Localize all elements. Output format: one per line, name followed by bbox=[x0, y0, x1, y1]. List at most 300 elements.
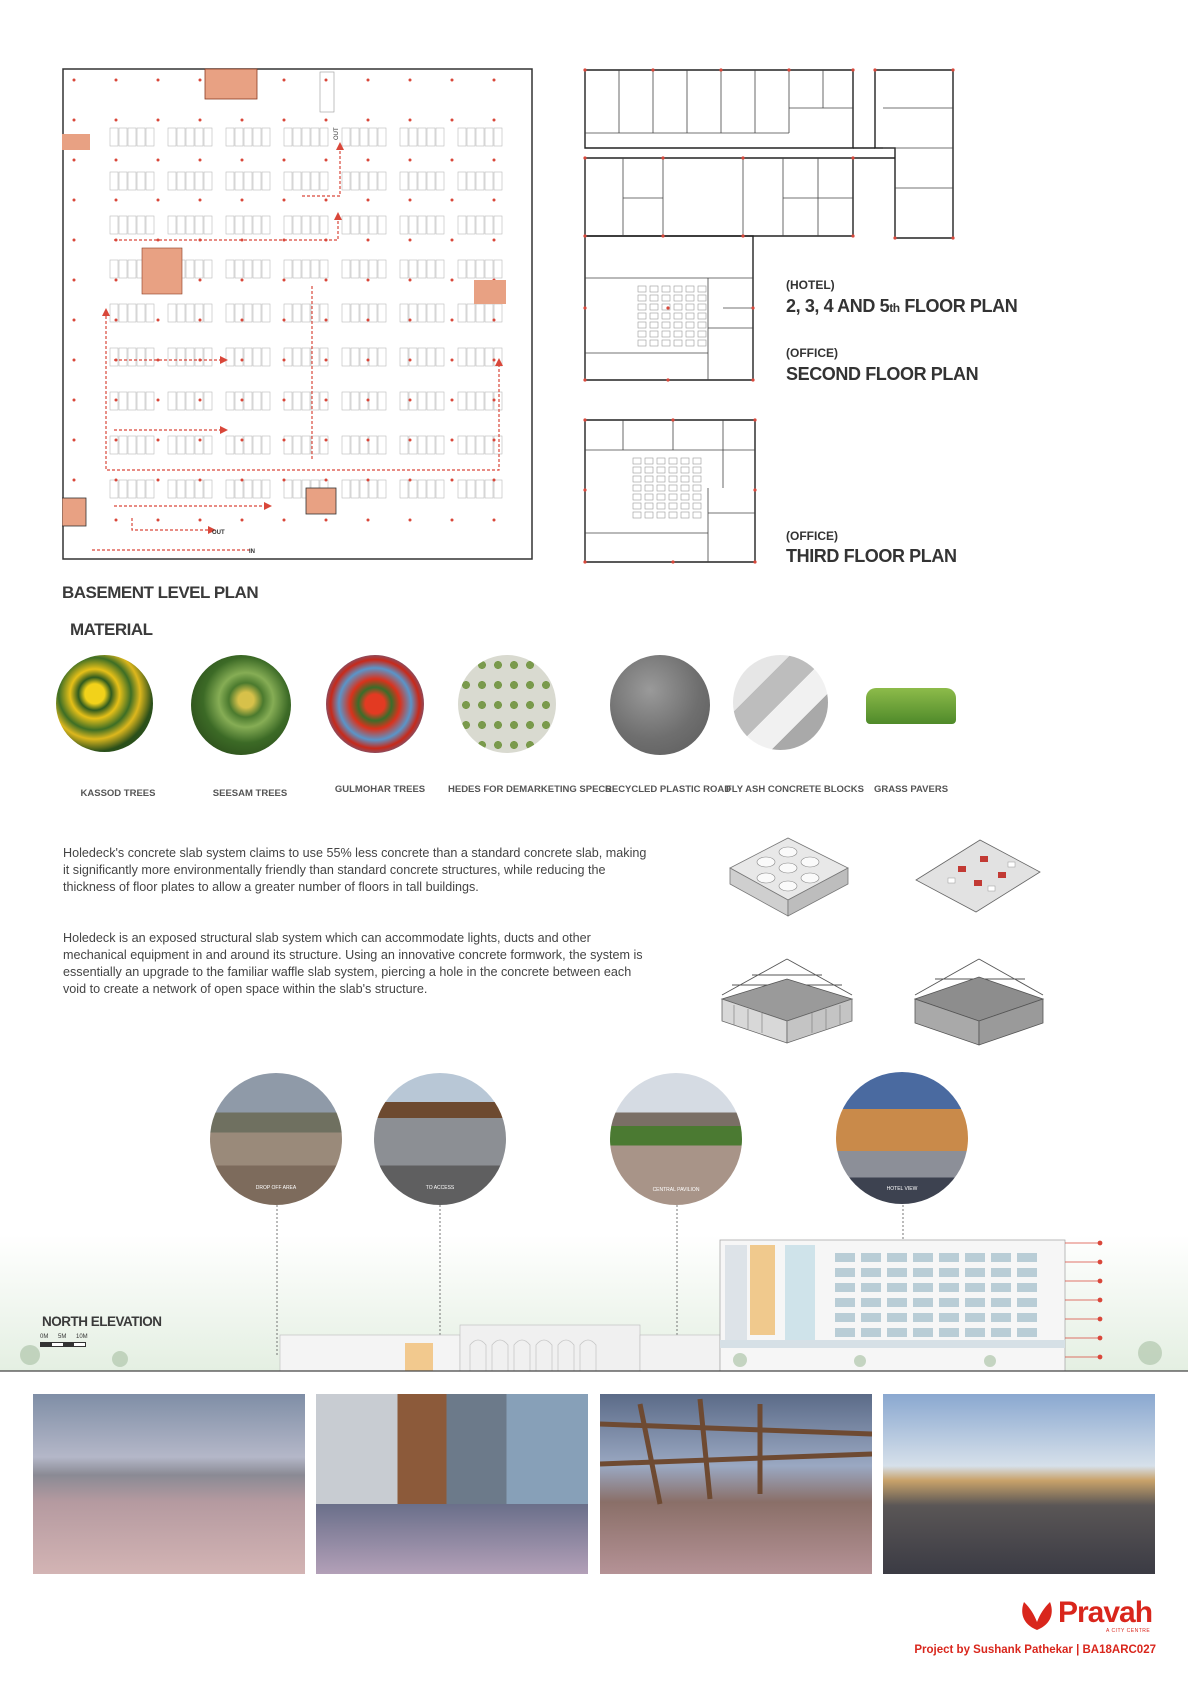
office-second-tag: (OFFICE) bbox=[786, 346, 838, 360]
furniture-table bbox=[662, 331, 670, 337]
column-marker bbox=[493, 79, 496, 82]
column-marker bbox=[73, 319, 76, 322]
furniture-table bbox=[650, 313, 658, 319]
column-marker bbox=[409, 519, 412, 522]
column-marker bbox=[241, 319, 244, 322]
column-marker bbox=[283, 79, 286, 82]
column-marker bbox=[241, 359, 244, 362]
column-marker bbox=[493, 239, 496, 242]
column-marker bbox=[73, 119, 76, 122]
holedeck-paragraph-2: Holedeck is an exposed structural slab system which can accommodate lights, ducts and other mechanical equipment in and around its structure. Using an innovative concrete formwork, the system is essentially an upgrade to the familiar waffle slab system, piercing a hole in the concrete between each void to create a network of open space within the slab's structure. bbox=[63, 931, 643, 996]
column-marker bbox=[409, 479, 412, 482]
column-marker bbox=[283, 519, 286, 522]
elevation-window bbox=[991, 1298, 1011, 1307]
furniture-table bbox=[645, 494, 653, 500]
furniture-table bbox=[686, 313, 694, 319]
furniture-table bbox=[662, 322, 670, 328]
elevation-window bbox=[1017, 1283, 1037, 1292]
column-marker bbox=[409, 239, 412, 242]
column-marker bbox=[493, 359, 496, 362]
furniture-table bbox=[686, 340, 694, 346]
scale-0m: 0M bbox=[40, 1334, 49, 1340]
column-marker bbox=[367, 519, 370, 522]
furniture-table bbox=[686, 304, 694, 310]
column-marker bbox=[283, 479, 286, 482]
furniture-table bbox=[669, 494, 677, 500]
elevation-window bbox=[939, 1313, 959, 1322]
hotel-floor-plan bbox=[583, 68, 958, 383]
pravah-leaf-icon bbox=[1018, 1598, 1056, 1632]
column-marker bbox=[115, 319, 118, 322]
hotel-view bbox=[836, 1072, 968, 1204]
furniture-table bbox=[662, 313, 670, 319]
furniture-table bbox=[681, 458, 689, 464]
column-marker bbox=[115, 279, 118, 282]
hotel-plan-title-main: 2, 3, 4 AND 5 bbox=[786, 296, 890, 316]
column-marker bbox=[115, 159, 118, 162]
furniture-table bbox=[633, 476, 641, 482]
elevation-window bbox=[887, 1283, 907, 1292]
basement-plan-drawing bbox=[62, 68, 533, 560]
holedeck-section-diagram-1 bbox=[712, 955, 862, 1051]
elevation-window bbox=[861, 1268, 881, 1277]
furniture-table bbox=[681, 494, 689, 500]
column-marker bbox=[73, 359, 76, 362]
furniture-table bbox=[686, 322, 694, 328]
project-credit: Project by Sushank Pathekar | BA18ARC027 bbox=[914, 1644, 1156, 1656]
column-marker bbox=[241, 399, 244, 402]
column-marker bbox=[283, 359, 286, 362]
column-marker bbox=[157, 439, 160, 442]
elevation-window bbox=[835, 1268, 855, 1277]
column-marker bbox=[157, 159, 160, 162]
column-marker bbox=[283, 279, 286, 282]
furniture-table bbox=[674, 286, 682, 292]
column-marker bbox=[199, 399, 202, 402]
furniture-table bbox=[633, 494, 641, 500]
drop-off-area-label: DROP OFF AREA bbox=[255, 1185, 297, 1191]
furniture-table bbox=[650, 286, 658, 292]
seesam-tree-swatch bbox=[191, 655, 291, 755]
level-marker-dot bbox=[1098, 1336, 1102, 1340]
column-marker bbox=[157, 319, 160, 322]
furniture-table bbox=[633, 503, 641, 509]
furniture-table bbox=[686, 295, 694, 301]
column-marker bbox=[367, 79, 370, 82]
basement-in-label: IN bbox=[249, 549, 255, 555]
furniture-table bbox=[650, 322, 658, 328]
elevation-window bbox=[913, 1328, 933, 1337]
pravah-logo-text: Pravah bbox=[1058, 1596, 1153, 1629]
column-marker bbox=[199, 319, 202, 322]
furniture-table bbox=[657, 458, 665, 464]
furniture-table bbox=[657, 494, 665, 500]
column-marker bbox=[409, 159, 412, 162]
north-elevation-title: NORTH ELEVATION bbox=[42, 1314, 162, 1329]
furniture-table bbox=[669, 485, 677, 491]
elevation-window bbox=[965, 1268, 985, 1277]
render-plaza bbox=[33, 1394, 305, 1574]
column-marker bbox=[451, 359, 454, 362]
level-marker-dot bbox=[1098, 1260, 1102, 1264]
scale-5m: 5M bbox=[58, 1334, 67, 1340]
furniture-table bbox=[681, 503, 689, 509]
elevation-window bbox=[887, 1253, 907, 1262]
column-marker bbox=[493, 399, 496, 402]
elevation-window bbox=[887, 1298, 907, 1307]
column-marker bbox=[115, 119, 118, 122]
furniture-table bbox=[674, 304, 682, 310]
material-label-gulmohar: GULMOHAR TREES bbox=[334, 784, 426, 795]
elevation-window bbox=[835, 1298, 855, 1307]
column-marker bbox=[493, 439, 496, 442]
elevation-window bbox=[861, 1313, 881, 1322]
furniture-table bbox=[669, 476, 677, 482]
column-marker bbox=[367, 439, 370, 442]
elevation-window bbox=[939, 1268, 959, 1277]
furniture-table bbox=[698, 313, 706, 319]
furniture-table bbox=[638, 340, 646, 346]
column-marker bbox=[325, 119, 328, 122]
column-marker bbox=[325, 199, 328, 202]
column-marker bbox=[115, 79, 118, 82]
column-marker bbox=[367, 239, 370, 242]
furniture-table bbox=[674, 313, 682, 319]
elevation-window bbox=[835, 1328, 855, 1337]
column-marker bbox=[73, 159, 76, 162]
furniture-table bbox=[638, 295, 646, 301]
elevation-window bbox=[965, 1313, 985, 1322]
column-marker bbox=[409, 319, 412, 322]
elevation-window bbox=[861, 1328, 881, 1337]
to-access-label: TO ACCESS bbox=[425, 1185, 455, 1191]
column-marker bbox=[199, 519, 202, 522]
column-marker bbox=[199, 79, 202, 82]
column-marker bbox=[367, 399, 370, 402]
furniture-table bbox=[681, 485, 689, 491]
column-marker bbox=[241, 159, 244, 162]
holedeck-paragraph-1: Holedeck's concrete slab system claims to use 55% less concrete than a standard concrete slab, making it significantly more environmentally friendly than standard concrete structures, while reducing the thickness of floor plates to allow a greater number of floors in tall buildings. bbox=[63, 846, 647, 894]
furniture-table bbox=[633, 467, 641, 473]
furniture-table bbox=[669, 467, 677, 473]
column-marker bbox=[241, 199, 244, 202]
column-marker bbox=[115, 399, 118, 402]
scale-10m: 10M bbox=[76, 1334, 88, 1340]
column-marker bbox=[115, 439, 118, 442]
furniture-table bbox=[674, 331, 682, 337]
column-marker bbox=[73, 199, 76, 202]
column-marker bbox=[199, 439, 202, 442]
furniture-table bbox=[693, 512, 701, 518]
column-marker bbox=[199, 159, 202, 162]
furniture-table bbox=[693, 485, 701, 491]
column-marker bbox=[199, 479, 202, 482]
grass-pavers-swatch bbox=[866, 688, 956, 724]
central-pavilion-label: CENTRAL PAVILION bbox=[652, 1187, 700, 1193]
column-marker bbox=[493, 319, 496, 322]
column-marker bbox=[199, 119, 202, 122]
column-marker bbox=[73, 399, 76, 402]
level-marker-dot bbox=[1098, 1355, 1102, 1359]
elevation-window bbox=[887, 1268, 907, 1277]
column-marker bbox=[73, 279, 76, 282]
furniture-table bbox=[674, 295, 682, 301]
furniture-table bbox=[657, 503, 665, 509]
hotel-plan-title-end: FLOOR PLAN bbox=[899, 296, 1018, 316]
furniture-table bbox=[698, 295, 706, 301]
plastic-road-swatch bbox=[610, 655, 710, 755]
column-marker bbox=[157, 479, 160, 482]
furniture-table bbox=[674, 340, 682, 346]
furniture-table bbox=[645, 476, 653, 482]
column-marker bbox=[451, 439, 454, 442]
holedeck-ceiling-diagram bbox=[908, 828, 1048, 920]
elevation-window bbox=[861, 1283, 881, 1292]
column-marker bbox=[73, 239, 76, 242]
furniture-table bbox=[662, 295, 670, 301]
column-marker bbox=[451, 519, 454, 522]
furniture-table bbox=[693, 503, 701, 509]
column-marker bbox=[241, 439, 244, 442]
column-marker bbox=[157, 79, 160, 82]
column-marker bbox=[325, 79, 328, 82]
elevation-window bbox=[991, 1253, 1011, 1262]
material-label-kassod: KASSOD TREES bbox=[80, 788, 156, 799]
furniture-table bbox=[638, 322, 646, 328]
column-marker bbox=[451, 119, 454, 122]
column-marker bbox=[493, 479, 496, 482]
holedeck-section-diagram-2 bbox=[905, 955, 1053, 1051]
hotel-plan-title-sup: th bbox=[889, 301, 900, 315]
column-marker bbox=[493, 119, 496, 122]
furniture-table bbox=[650, 331, 658, 337]
column-marker bbox=[283, 319, 286, 322]
column-marker bbox=[325, 519, 328, 522]
furniture-table bbox=[645, 467, 653, 473]
column-marker bbox=[451, 239, 454, 242]
column-marker bbox=[115, 479, 118, 482]
furniture-table bbox=[693, 476, 701, 482]
furniture-table bbox=[633, 485, 641, 491]
elevation-window bbox=[939, 1283, 959, 1292]
column-marker bbox=[157, 119, 160, 122]
elevation-window bbox=[939, 1253, 959, 1262]
office-second-title: SECOND FLOOR PLAN bbox=[786, 364, 979, 384]
office-third-floor-plan-drawing bbox=[583, 418, 758, 564]
basement-plan bbox=[62, 68, 533, 560]
elevation-window bbox=[1017, 1268, 1037, 1277]
furniture-table bbox=[633, 512, 641, 518]
level-marker-dot bbox=[1098, 1279, 1102, 1283]
furniture-table bbox=[681, 467, 689, 473]
furniture-table bbox=[638, 331, 646, 337]
render-hotel-dropoff bbox=[883, 1394, 1155, 1574]
column-marker bbox=[325, 319, 328, 322]
column-marker bbox=[493, 519, 496, 522]
furniture-table bbox=[638, 304, 646, 310]
elevation-window bbox=[835, 1313, 855, 1322]
material-label-fly-ash: FLY ASH CONCRETE BLOCKS bbox=[726, 784, 864, 795]
column-marker bbox=[241, 279, 244, 282]
column-marker bbox=[73, 439, 76, 442]
material-label-seesam: SEESAM TREES bbox=[212, 788, 288, 799]
column-marker bbox=[451, 199, 454, 202]
column-marker bbox=[325, 159, 328, 162]
furniture-table bbox=[662, 340, 670, 346]
column-marker bbox=[451, 159, 454, 162]
furniture-table bbox=[669, 458, 677, 464]
column-marker bbox=[409, 439, 412, 442]
elevation-window bbox=[991, 1313, 1011, 1322]
elevation-window bbox=[835, 1283, 855, 1292]
elevation-window bbox=[991, 1283, 1011, 1292]
elevation-window bbox=[1017, 1313, 1037, 1322]
column-marker bbox=[451, 79, 454, 82]
drop-off-area-view bbox=[210, 1073, 342, 1205]
level-marker-dot bbox=[1098, 1241, 1102, 1245]
elevation-window bbox=[913, 1268, 933, 1277]
column-marker bbox=[367, 199, 370, 202]
material-title: MATERIAL bbox=[70, 620, 153, 639]
elevation-window bbox=[913, 1298, 933, 1307]
column-marker bbox=[199, 279, 202, 282]
column-marker bbox=[241, 119, 244, 122]
elevation-scale-bar bbox=[40, 1334, 100, 1348]
fly-ash-blocks-swatch bbox=[733, 655, 828, 750]
column-marker bbox=[409, 359, 412, 362]
elevation-window bbox=[939, 1328, 959, 1337]
material-label-hedges: HEDES FOR DEMARKETING SPECS bbox=[448, 784, 612, 795]
holedeck-waffle-diagram bbox=[720, 828, 855, 920]
column-marker bbox=[367, 119, 370, 122]
furniture-table bbox=[657, 467, 665, 473]
furniture-table bbox=[698, 322, 706, 328]
office-third-tag: (OFFICE) bbox=[786, 529, 838, 543]
furniture-table bbox=[669, 512, 677, 518]
gulmohar-tree-swatch bbox=[326, 655, 424, 753]
column-marker bbox=[409, 199, 412, 202]
render-entrance bbox=[316, 1394, 588, 1574]
furniture-table bbox=[698, 340, 706, 346]
column-marker bbox=[409, 279, 412, 282]
elevation-window bbox=[861, 1253, 881, 1262]
column-marker bbox=[115, 519, 118, 522]
column-marker bbox=[73, 79, 76, 82]
north-elevation bbox=[0, 1195, 1188, 1375]
furniture-table bbox=[698, 331, 706, 337]
elevation-window bbox=[991, 1328, 1011, 1337]
elevation-window bbox=[1017, 1298, 1037, 1307]
furniture-table bbox=[698, 304, 706, 310]
column-marker bbox=[451, 479, 454, 482]
column-marker bbox=[451, 319, 454, 322]
elevation-window bbox=[835, 1253, 855, 1262]
column-marker bbox=[283, 119, 286, 122]
elevation-window bbox=[887, 1328, 907, 1337]
furniture-table bbox=[693, 458, 701, 464]
column-marker bbox=[157, 199, 160, 202]
column-marker bbox=[157, 519, 160, 522]
pravah-logo-sub: A CITY CENTRE bbox=[1106, 1628, 1151, 1634]
kassod-tree-swatch bbox=[56, 655, 153, 752]
column-marker bbox=[325, 439, 328, 442]
column-marker bbox=[493, 159, 496, 162]
furniture-table bbox=[645, 512, 653, 518]
hotel-floor-plan-drawing bbox=[583, 68, 958, 383]
column-marker bbox=[241, 479, 244, 482]
column-marker bbox=[199, 199, 202, 202]
furniture-table bbox=[650, 304, 658, 310]
elevation-window bbox=[1017, 1328, 1037, 1337]
column-marker bbox=[451, 279, 454, 282]
furniture-table bbox=[681, 512, 689, 518]
column-marker bbox=[241, 519, 244, 522]
hotel-view-label: HOTEL VIEW bbox=[886, 1186, 918, 1192]
basement-out-top-label: OUT bbox=[334, 127, 340, 140]
furniture-table bbox=[662, 286, 670, 292]
furniture-table bbox=[650, 340, 658, 346]
elevation-window bbox=[939, 1298, 959, 1307]
elevation-window bbox=[965, 1328, 985, 1337]
column-marker bbox=[115, 199, 118, 202]
furniture-table bbox=[674, 322, 682, 328]
column-marker bbox=[367, 319, 370, 322]
furniture-table bbox=[657, 485, 665, 491]
column-marker bbox=[325, 399, 328, 402]
elevation-window bbox=[1017, 1253, 1037, 1262]
column-marker bbox=[451, 399, 454, 402]
central-pavilion-view bbox=[610, 1073, 742, 1205]
furniture-table bbox=[669, 503, 677, 509]
elevation-window bbox=[991, 1268, 1011, 1277]
elevation-window bbox=[913, 1313, 933, 1322]
basement-plan-title: BASEMENT LEVEL PLAN bbox=[62, 583, 259, 602]
material-label-plastic-road: RECYCLED PLASTIC ROAD bbox=[605, 784, 732, 795]
column-marker bbox=[409, 399, 412, 402]
furniture-table bbox=[645, 458, 653, 464]
elevation-window bbox=[913, 1283, 933, 1292]
elevation-window bbox=[965, 1298, 985, 1307]
furniture-table bbox=[686, 331, 694, 337]
hedge-pattern-swatch bbox=[458, 655, 556, 753]
column-marker bbox=[325, 479, 328, 482]
column-marker bbox=[283, 399, 286, 402]
column-marker bbox=[493, 199, 496, 202]
basement-out-bottom-label: OUT bbox=[212, 530, 225, 536]
material-label-grass-pavers: GRASS PAVERS bbox=[873, 784, 949, 795]
column-marker bbox=[73, 479, 76, 482]
hotel-plan-title bbox=[786, 296, 1017, 317]
furniture-table bbox=[698, 286, 706, 292]
column-marker bbox=[283, 199, 286, 202]
column-marker bbox=[325, 359, 328, 362]
column-marker bbox=[409, 79, 412, 82]
furniture-table bbox=[645, 503, 653, 509]
furniture-table bbox=[645, 485, 653, 491]
level-marker-dot bbox=[1098, 1317, 1102, 1321]
to-access-view bbox=[374, 1073, 506, 1205]
column-marker bbox=[367, 279, 370, 282]
column-marker bbox=[367, 479, 370, 482]
furniture-table bbox=[657, 512, 665, 518]
column-marker bbox=[283, 439, 286, 442]
furniture-table bbox=[638, 313, 646, 319]
column-marker bbox=[367, 159, 370, 162]
column-marker bbox=[409, 119, 412, 122]
column-marker bbox=[283, 159, 286, 162]
furniture-table bbox=[633, 458, 641, 464]
office-third-title: THIRD FLOOR PLAN bbox=[786, 546, 957, 566]
